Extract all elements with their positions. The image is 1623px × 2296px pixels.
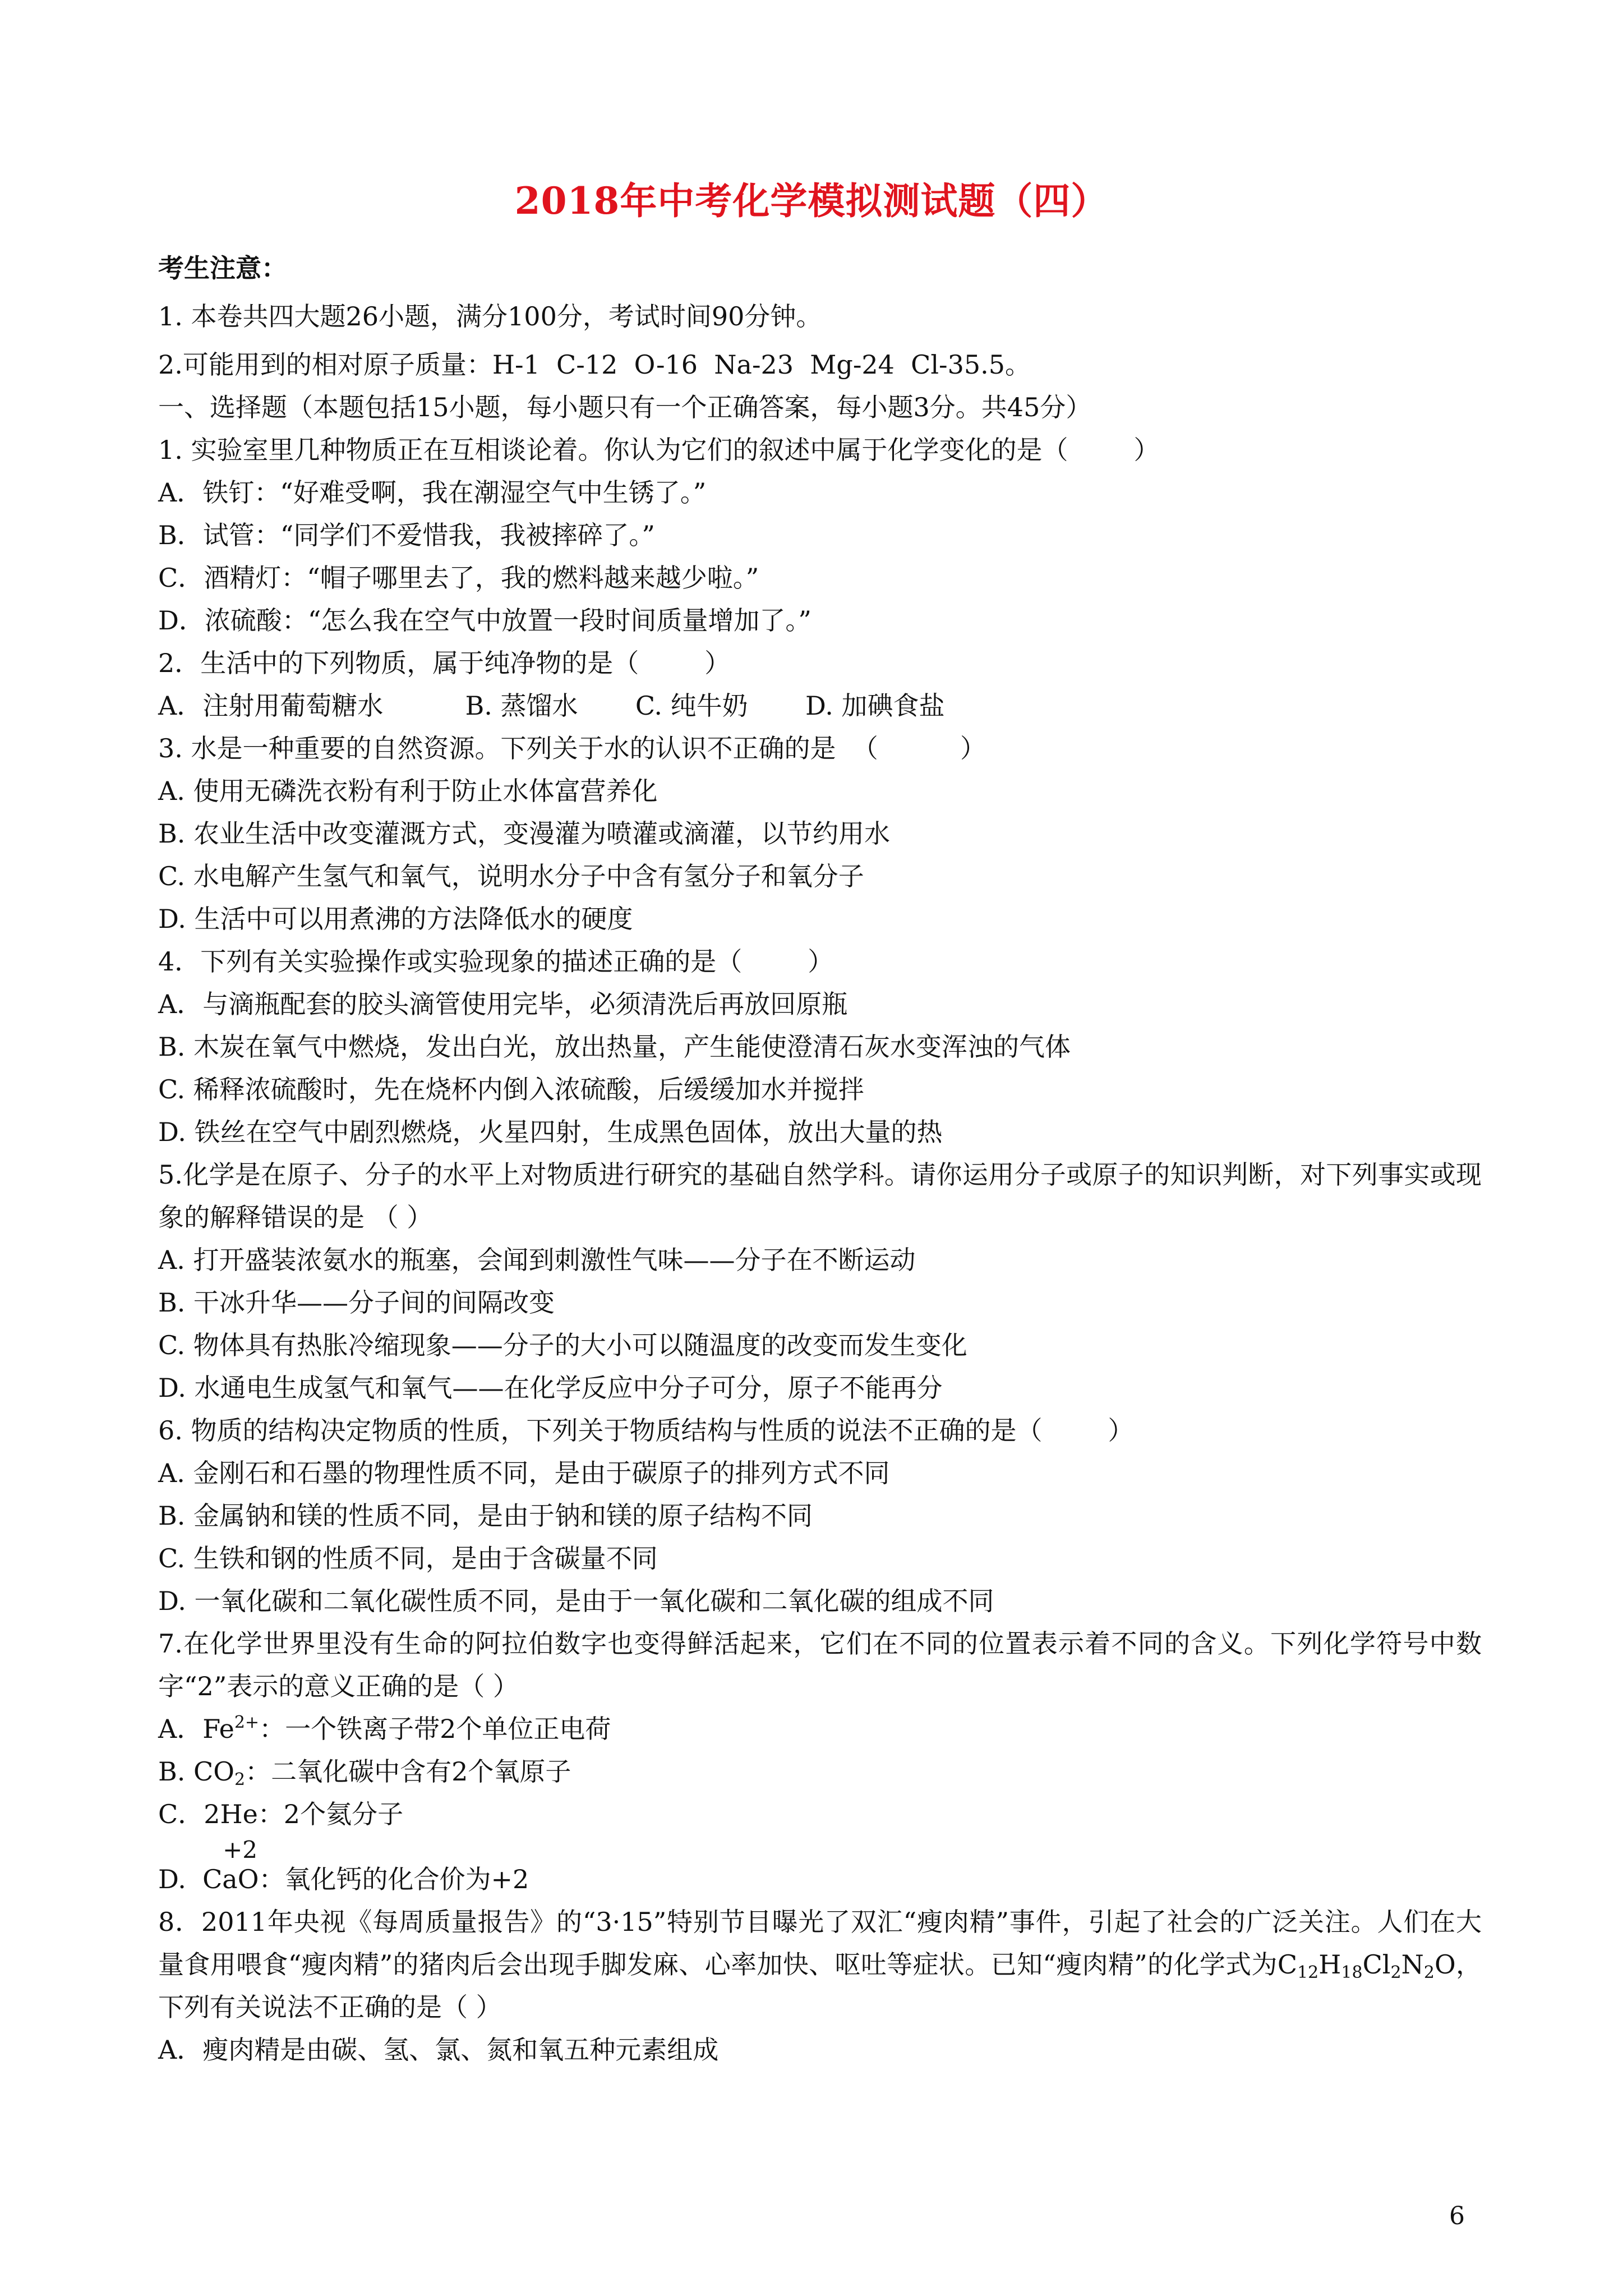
q8-stem-part1: 8．2011年央视《每周质量报告》的“3·15”特别节目曝光了双汇“瘦肉精”事件，引起了社会的广泛关注。人们在大量食用喂食“瘦肉精”的猪肉后会出现手脚发麻、心率加快、呕吐等症状。已知“瘦肉精”的化学式为C — [158, 1907, 1482, 1980]
q4-option-b: B. 木炭在氧气中燃烧，发出白光，放出热量，产生能使澄清石灰水变浑浊的气体 — [158, 1032, 1071, 1062]
q7-b-prefix: B. CO — [158, 1756, 234, 1787]
q8-sub-cl: 2 — [1390, 1963, 1401, 1982]
q7-option-a — [158, 1708, 1482, 1750]
q7-option-c: C．2He：2个氦分子 — [158, 1799, 404, 1829]
q8-option-a: A．瘦肉精是由碳、氢、氯、氮和氧五种元素组成 — [158, 2035, 719, 2065]
q7-option-d — [158, 1836, 1482, 1901]
q3-option-a: A. 使用无磷洗衣粉有利于防止水体富营养化 — [158, 776, 658, 806]
q4-option-d: D. 铁丝在空气中剧烈燃烧，火星四射，生成黑色固体，放出大量的热 — [158, 1117, 943, 1147]
q1-option-b: B．试管：“同学们不爱惜我，我被摔碎了。” — [158, 520, 655, 550]
q3-stem: 3. 水是一种重要的自然资源。下列关于水的认识不正确的是 （ ） — [158, 733, 986, 763]
q5-option-a: A. 打开盛装浓氨水的瓶塞，会闻到刺激性气味——分子在不断运动 — [158, 1245, 916, 1275]
q8-n: N — [1401, 1949, 1424, 1980]
q1-option-d: D．浓硫酸：“怎么我在空气中放置一段时间质量增加了。” — [158, 605, 811, 636]
q5-option-c: C. 物体具有热胀冷缩现象——分子的大小可以随温度的改变而发生变化 — [158, 1330, 967, 1360]
exam-content — [158, 247, 1482, 2071]
q6-option-d: D. 一氧化碳和二氧化碳性质不同，是由于一氧化碳和二氧化碳的组成不同 — [158, 1586, 994, 1616]
q3-option-b: B. 农业生活中改变灌溉方式，变漫灌为喷灌或滴灌，以节约用水 — [158, 818, 891, 849]
q5-option-b: B. 干冰升华——分子间的间隔改变 — [158, 1287, 555, 1318]
q8-h: H — [1318, 1949, 1341, 1980]
page-number: 6 — [1449, 2202, 1465, 2230]
q6-option-a: A. 金刚石和石墨的物理性质不同，是由于碳原子的排列方式不同 — [158, 1458, 890, 1488]
notice-line-1: 1. 本卷共四大题26小题，满分100分，考试时间90分钟。 — [158, 301, 822, 332]
q7-b-text: ：二氧化碳中含有2个氧原子 — [245, 1756, 571, 1787]
q7-stem: 7.在化学世界里没有生命的阿拉伯数字也变得鲜活起来，它们在不同的位置表示着不同的含义。下列化学符号中数字“2”表示的意义正确的是（ ） — [158, 1628, 1482, 1701]
q4-stem: 4．下列有关实验操作或实验现象的描述正确的是（ ） — [158, 946, 834, 977]
q7-d-formula — [202, 1836, 259, 1901]
q8-sub-c: 12 — [1297, 1963, 1319, 1982]
q5-stem: 5.化学是在原子、分子的水平上对物质进行研究的基础自然学科。请你运用分子或原子的知识判断，对下列事实或现象的解释错误的是 （ ） — [158, 1159, 1482, 1232]
q8-stem — [158, 1901, 1482, 2028]
notice-heading: 考生注意： — [158, 253, 287, 283]
notice-line-2: 2.可能用到的相对原子质量：H-1 C-12 O-16 Na-23 Mg-24 Cl-35.5。 — [158, 349, 1031, 380]
q6-option-b: B. 金属钠和镁的性质不同，是由于钠和镁的原子结构不同 — [158, 1501, 813, 1531]
q1-option-a: A．铁钉：“好难受啊，我在潮湿空气中生锈了。” — [158, 477, 707, 508]
q1-option-c: C．酒精灯：“帽子哪里去了，我的燃料越来越少啦。” — [158, 563, 759, 593]
q3-option-c: C. 水电解产生氢气和氧气，说明水分子中含有氢分子和氧分子 — [158, 861, 864, 891]
q8-sub-h: 18 — [1341, 1963, 1363, 1982]
q5-option-d: D. 水通电生成氢气和氧气——在化学反应中分子可分，原子不能再分 — [158, 1373, 943, 1403]
q2-options: A．注射用葡萄糖水 B. 蒸馏水 C. 纯牛奶 D. 加碘食盐 — [158, 691, 945, 721]
q4-option-a: A．与滴瓶配套的胶头滴管使用完毕，必须清洗后再放回原瓶 — [158, 989, 848, 1019]
q8-sub-n: 2 — [1423, 1963, 1435, 1982]
exam-title: 2018年中考化学模拟测试题（四） — [514, 179, 1109, 223]
q3-option-d: D. 生活中可以用煮沸的方法降低水的硬度 — [158, 904, 633, 934]
q4-option-c: C. 稀释浓硫酸时，先在烧杯内倒入浓硫酸，后缓缓加水并搅拌 — [158, 1074, 864, 1105]
q8-cl: Cl — [1362, 1949, 1391, 1980]
q2-stem: 2．生活中的下列物质，属于纯净物的是（ ） — [158, 648, 731, 678]
q7-b-subscript: 2 — [234, 1770, 246, 1789]
q7-a-text: ：一个铁离子带2个单位正电荷 — [259, 1714, 611, 1744]
q7-d-formula-text: CaO — [202, 1864, 259, 1894]
q7-option-b — [158, 1750, 1482, 1793]
section-heading: 一、选择题（本题包括15小题，每小题只有一个正确答案，每小题3分。共45分） — [158, 392, 1092, 422]
q8-stem-part2: O，下列有关说法不正确的是（ ） — [158, 1949, 1482, 2022]
q6-option-c: C. 生铁和钢的性质不同，是由于含碳量不同 — [158, 1543, 658, 1573]
q6-stem: 6. 物质的结构决定物质的性质，下列关于物质结构与性质的说法不正确的是（ ） — [158, 1415, 1134, 1446]
q7-a-superscript: 2+ — [234, 1713, 260, 1732]
q7-d-prefix: D. — [158, 1864, 203, 1894]
q7-d-valence-mark: +2 — [223, 1836, 258, 1864]
q7-d-text: ：氧化钙的化合价为+2 — [259, 1864, 529, 1894]
q7-a-prefix: A．Fe — [158, 1714, 234, 1744]
q1-stem: 1. 实验室里几种物质正在互相谈论着。你认为它们的叙述中属于化学变化的是（ ） — [158, 435, 1160, 465]
